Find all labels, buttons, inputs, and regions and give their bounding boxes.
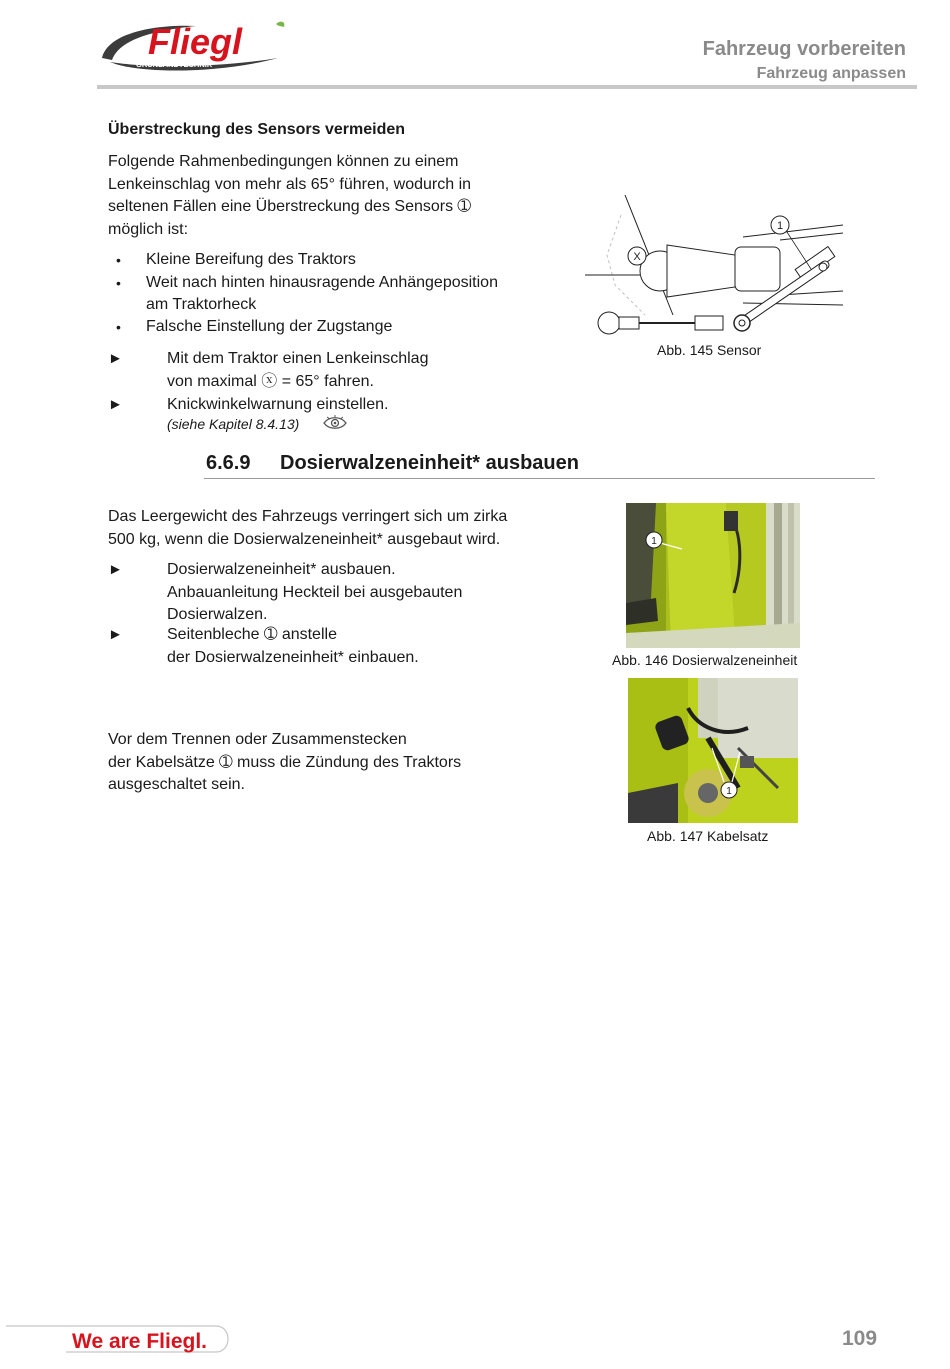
eye-icon	[322, 414, 348, 432]
section-title: Dosierwalzeneinheit* ausbauen	[280, 452, 579, 474]
svg-text:X: X	[633, 251, 641, 263]
paragraph: Das Leergewicht des Fahrzeugs verringert sich um zirka 500 kg, wenn die Dosierwalzeneinheit* ausgebaut wird.	[108, 508, 508, 548]
svg-text:1: 1	[776, 220, 784, 232]
list-item: Weit nach hinten hinausragende Anhängeposition	[146, 274, 498, 291]
chapter-reference: (siehe Kapitel 8.4.13)	[167, 416, 300, 432]
step-text: Mit dem Traktor einen Lenkeinschlag von maximal ⓧ = 65° fahren.	[167, 350, 429, 390]
list-item: Falsche Einstellung der Zugstange	[146, 318, 393, 335]
bullet-marker: •	[116, 252, 121, 268]
step-arrow: ►	[108, 626, 123, 643]
svg-text:1: 1	[651, 536, 657, 547]
bullet-marker: •	[116, 319, 121, 335]
step-arrow: ►	[108, 561, 123, 578]
step-arrow: ►	[108, 396, 123, 413]
step-text: Dosierwalzeneinheit* ausbauen. Anbauanleitung Heckteil bei ausgebauten Dosierwalzen.	[167, 561, 463, 623]
page-number: 109	[842, 1327, 878, 1350]
header-subtitle: Fahrzeug anpassen	[756, 65, 906, 82]
cable-harness-photo	[628, 678, 798, 823]
paragraph: Folgende Rahmenbedingungen können zu einem Lenkeinschlag von mehr als 65° führen, wodurch in seltenen Fällen eine Überstreckung des Sensors ➀ möglich ist:	[108, 153, 472, 238]
list-item-continuation: am Traktorheck	[146, 296, 257, 313]
sensor-illustration	[585, 195, 845, 337]
dosing-roller-photo	[626, 503, 800, 648]
header-title: Fahrzeug vorbereiten	[702, 38, 906, 60]
svg-text:Fliegl: Fliegl	[148, 21, 243, 62]
footer-slogan-banner	[6, 1322, 230, 1356]
paragraph: Vor dem Trennen oder Zusammenstecken der Kabelsätze ➀ muss die Zündung des Traktors ausgeschaltet sein.	[108, 731, 462, 793]
step-arrow: ►	[108, 350, 123, 367]
figure-caption: Abb. 145 Sensor	[657, 342, 762, 358]
step-text: Knickwinkelwarnung einstellen.	[167, 396, 389, 413]
figure-caption: Abb. 146 Dosierwalzeneinheit	[612, 652, 798, 668]
header-rule	[97, 85, 917, 89]
step-text: Seitenbleche ➀ anstelle der Dosierwalzeneinheit* einbauen.	[167, 626, 419, 666]
section-rule	[204, 478, 875, 479]
fliegl-logo	[98, 18, 288, 76]
section-number: 6.6.9	[206, 452, 251, 474]
list-item: Kleine Bereifung des Traktors	[146, 251, 356, 268]
svg-text:1: 1	[726, 786, 732, 797]
svg-text:We are Fliegl.: We are Fliegl.	[72, 1330, 207, 1353]
section-heading: Überstreckung des Sensors vermeiden	[108, 121, 406, 138]
bullet-marker: •	[116, 275, 121, 291]
figure-caption: Abb. 147 Kabelsatz	[647, 828, 769, 844]
svg-text:GRÜNLANDTECHNIK: GRÜNLANDTECHNIK	[136, 60, 213, 69]
